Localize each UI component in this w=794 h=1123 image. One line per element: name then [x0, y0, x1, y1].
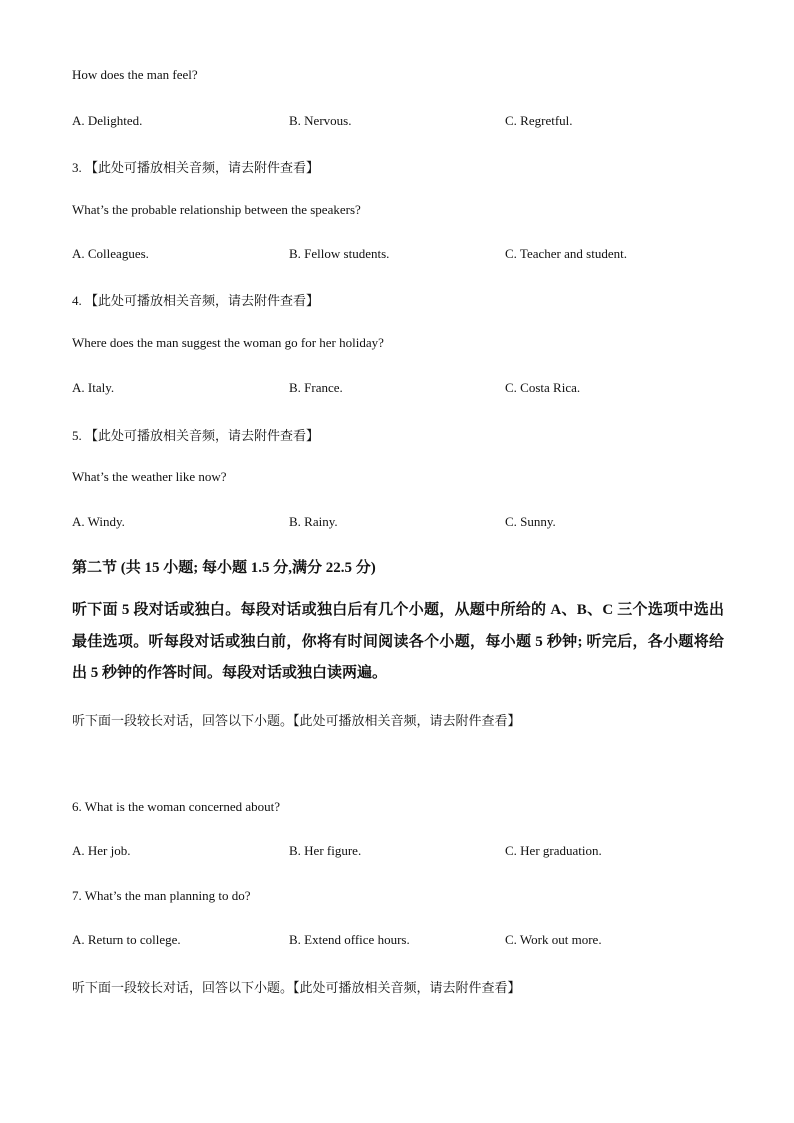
question-3-text: What’s the probable relationship between the speakers? [72, 202, 361, 217]
q6-option-c: C. Her graduation. [505, 843, 602, 858]
q6-option-b: B. Her figure. [289, 843, 362, 858]
q4-audio-note[interactable]: 4. 【此处可播放相关音频，请去附件查看】 [72, 293, 320, 308]
q7-option-c: C. Work out more. [505, 932, 602, 947]
dialog-audio-note-1[interactable]: 听下面一段较长对话，回答以下小题。【此处可播放相关音频，请去附件查看】 [72, 713, 521, 728]
q5-option-c: C. Sunny. [505, 514, 556, 529]
q5-option-b: B. Rainy. [289, 514, 338, 529]
q4-option-b: B. France. [289, 380, 343, 395]
q5-option-a: A. Windy. [72, 514, 125, 529]
q7-option-a: A. Return to college. [72, 932, 181, 947]
q4-option-a: A. Italy. [72, 380, 115, 395]
q7-option-b: B. Extend office hours. [289, 932, 410, 947]
section-2-instructions: 听下面 5 段对话或独白。每段对话或独白后有几个小题，从题中所给的 A、B、C 三个选项中选出最佳选项。听每段对话或独白前，你将有时间阅读各个小题，每小题 5 秒钟; 听完后，各小题将给出 5 秒钟的作答时间。每段对话或独白读两遍。 [72, 602, 724, 681]
question-7-text: 7. What’s the man planning to do? [72, 888, 251, 903]
q2-option-b: B. Nervous. [289, 113, 352, 128]
section-2-heading: 第二节 (共 15 小题; 每小题 1.5 分,满分 22.5 分) [72, 560, 376, 576]
q5-audio-note[interactable]: 5. 【此处可播放相关音频，请去附件查看】 [72, 428, 320, 443]
q6-option-a: A. Her job. [72, 843, 131, 858]
q3-option-a: A. Colleagues. [72, 246, 149, 261]
dialog-audio-note-2[interactable]: 听下面一段较长对话，回答以下小题。【此处可播放相关音频，请去附件查看】 [72, 980, 521, 995]
q2-option-a: A. Delighted. [72, 113, 143, 128]
question-2-text: How does the man feel? [72, 67, 198, 82]
q4-option-c: C. Costa Rica. [505, 380, 581, 395]
question-5-text: What’s the weather like now? [72, 469, 227, 484]
question-4-text: Where does the man suggest the woman go for her holiday? [72, 335, 384, 350]
q3-audio-note[interactable]: 3. 【此处可播放相关音频，请去附件查看】 [72, 160, 320, 175]
q3-option-c: C. Teacher and student. [505, 246, 627, 261]
q3-option-b: B. Fellow students. [289, 246, 390, 261]
question-6-text: 6. What is the woman concerned about? [72, 799, 281, 814]
q2-option-c: C. Regretful. [505, 113, 573, 128]
